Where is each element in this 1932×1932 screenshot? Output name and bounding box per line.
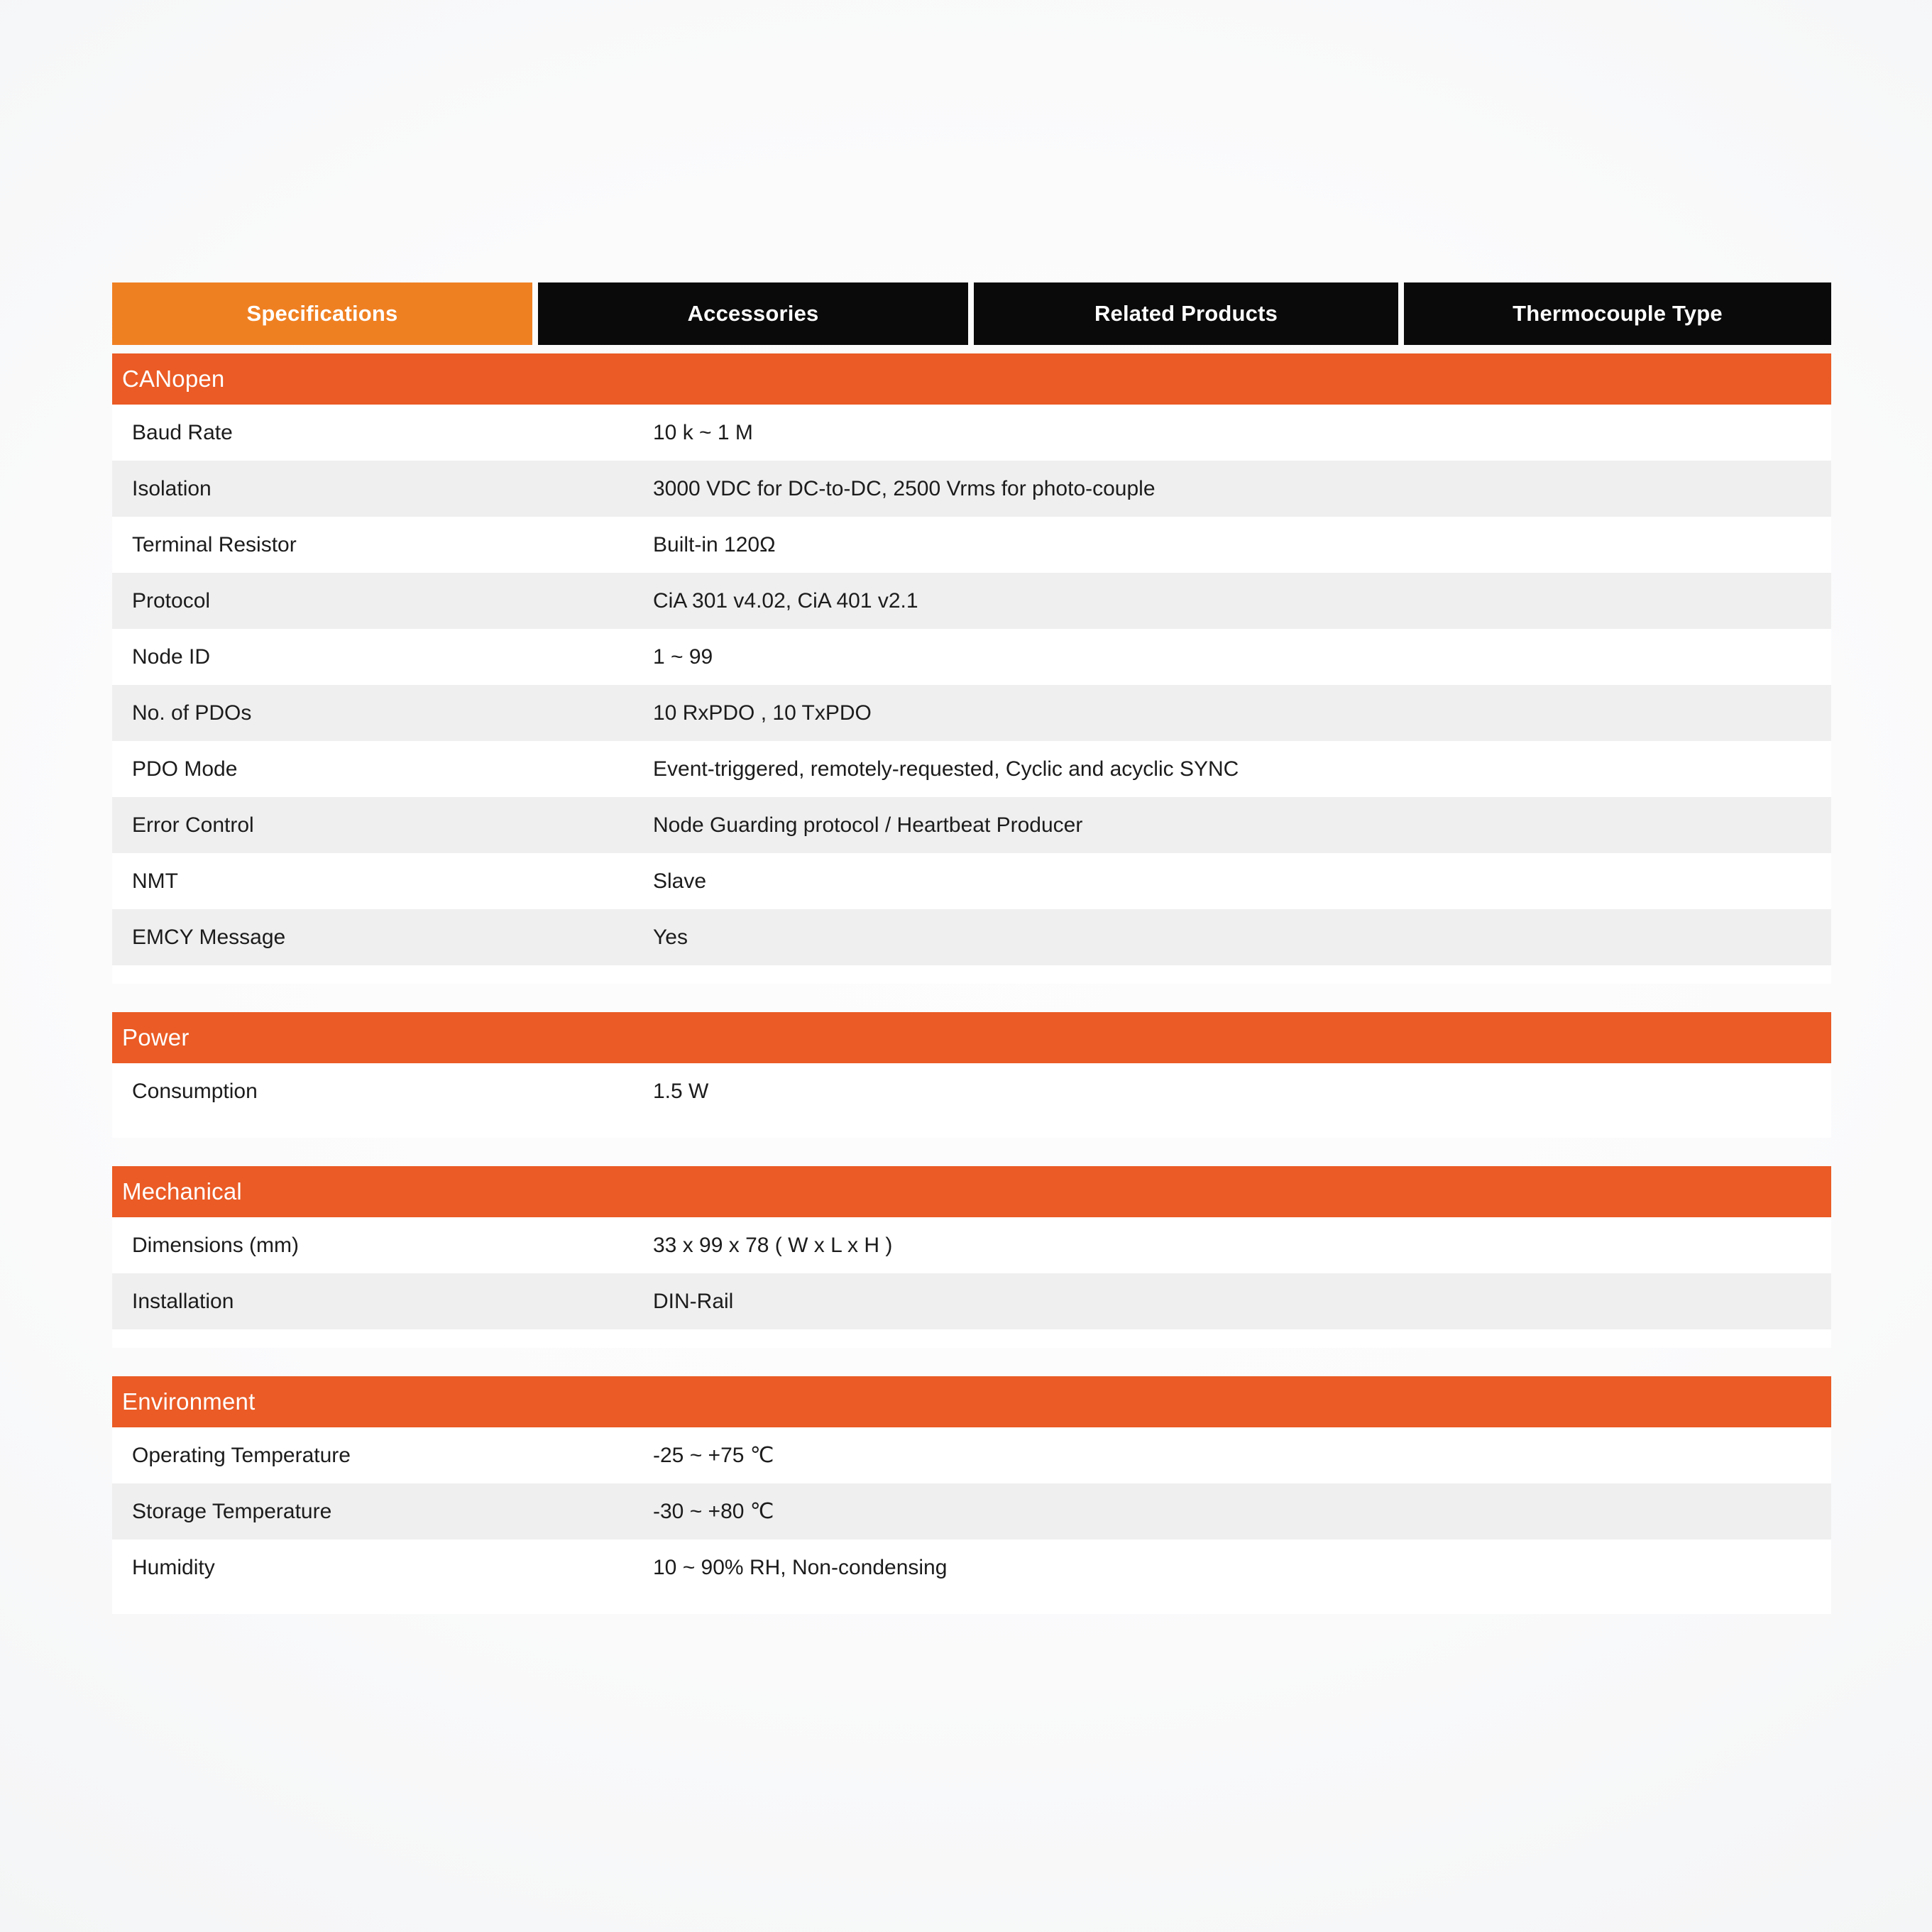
section-environment [112,1376,1831,1614]
table-row [112,741,1831,797]
tab-label: Accessories [687,301,819,326]
section-gap [112,984,1831,1012]
table-row [112,853,1831,909]
spec-value: Node Guarding protocol / Heartbeat Producer [653,813,1083,837]
section-rows [112,405,1831,965]
spec-value: 1 ~ 99 [653,644,713,669]
section-mechanical [112,1166,1831,1348]
tab-label: Thermocouple Type [1513,301,1723,326]
section-tail-spacer [112,965,1831,984]
spec-value: 1.5 W [653,1079,709,1103]
spec-value: 10 RxPDO , 10 TxPDO [653,701,872,725]
spec-label: Isolation [132,476,212,500]
tab-label: Related Products [1094,301,1278,326]
section-canopen [112,353,1831,984]
spec-label: Terminal Resistor [132,532,297,556]
spec-label: Consumption [132,1079,258,1103]
section-gap [112,1138,1831,1166]
spec-label: Storage Temperature [132,1499,332,1523]
spec-label: Operating Temperature [132,1443,351,1467]
section-title: Environment [122,1388,256,1415]
spec-label: Protocol [132,588,211,613]
spec-value: DIN-Rail [653,1289,734,1313]
table-row [112,573,1831,629]
spec-value: Event-triggered, remotely-requested, Cyclic and acyclic SYNC [653,757,1239,781]
table-row [112,461,1831,517]
table-row [112,405,1831,461]
spec-label: PDO Mode [132,757,238,781]
section-header [112,1376,1831,1427]
spec-value: 10 k ~ 1 M [653,420,753,444]
spec-value: Built-in 120Ω [653,532,776,556]
spec-label: No. of PDOs [132,701,252,725]
spec-value: -30 ~ +80 ℃ [653,1500,774,1523]
section-title: Mechanical [122,1178,242,1204]
spec-value: -25 ~ +75 ℃ [653,1444,774,1467]
tab-accessories[interactable] [538,282,968,345]
table-row [112,1427,1831,1483]
spec-label: Dimensions (mm) [132,1233,300,1257]
spec-value: Yes [653,925,688,949]
section-power [112,1012,1831,1138]
table-row [112,629,1831,685]
table-row [112,1063,1831,1119]
tab-bar [112,282,1831,345]
table-row [112,1273,1831,1329]
tab-related-products[interactable] [974,282,1398,345]
section-header [112,353,1831,405]
section-tail-spacer [112,1596,1831,1614]
spec-value: Slave [653,869,707,893]
spec-label: NMT [132,869,178,893]
tab-specifications[interactable] [112,282,532,345]
section-header [112,1012,1831,1063]
spec-value: 33 x 99 x 78 ( W x L x H ) [653,1233,893,1257]
table-row [112,909,1831,965]
spec-label: Node ID [132,644,211,669]
spec-label: Installation [132,1289,234,1313]
spec-label: Humidity [132,1555,215,1579]
spec-value: 3000 VDC for DC-to-DC, 2500 Vrms for photo-couple [653,476,1156,500]
specifications-panel [112,353,1831,1614]
spec-label: Error Control [132,813,254,837]
section-title: CANopen [122,366,225,392]
tab-label: Specifications [246,301,398,326]
spec-value: CiA 301 v4.02, CiA 401 v2.1 [653,588,918,613]
section-tail-spacer [112,1119,1831,1138]
tab-thermocouple-type[interactable] [1404,282,1831,345]
spec-label: Baud Rate [132,420,233,444]
spec-value: 10 ~ 90% RH, Non-condensing [653,1555,948,1579]
table-row [112,1217,1831,1273]
table-row [112,517,1831,573]
section-rows [112,1217,1831,1329]
section-tail-spacer [112,1329,1831,1348]
section-rows [112,1063,1831,1119]
table-row [112,1483,1831,1539]
spec-label: EMCY Message [132,925,286,949]
section-title: Power [122,1024,190,1050]
table-row [112,685,1831,741]
section-header [112,1166,1831,1217]
table-row [112,797,1831,853]
section-gap [112,1348,1831,1376]
table-row [112,1539,1831,1596]
section-rows [112,1427,1831,1596]
